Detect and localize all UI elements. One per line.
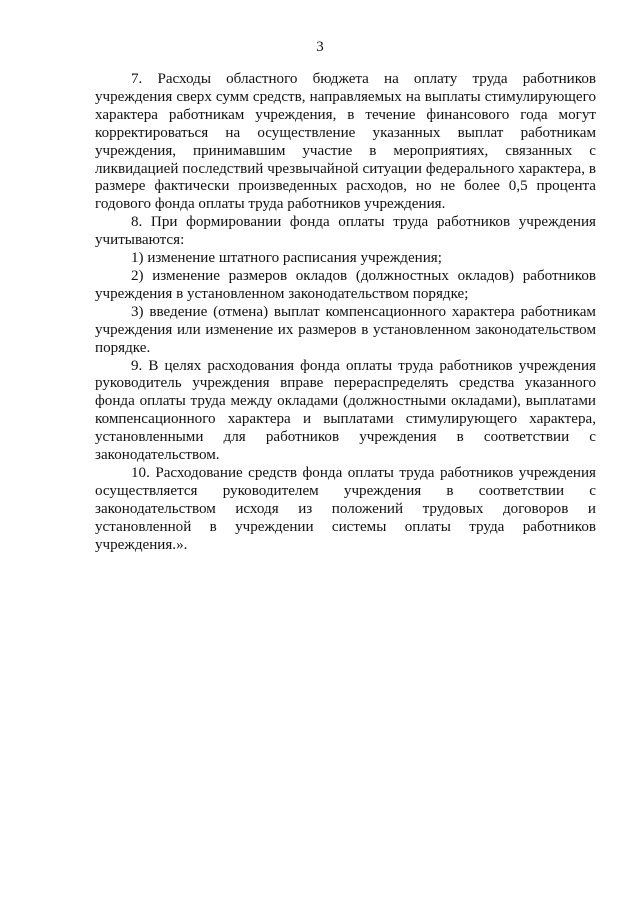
list-item-1: 1) изменение штатного расписания учреждения;	[131, 250, 442, 267]
paragraph-10: 10. Расходование средств фонда оплаты труда работников учреждения осуществляется руководителем учреждения в соответствии с законодательством исходя из положений трудовых договоров и установленной в учреждении системы оплаты труда работников учреждения.».	[95, 464, 596, 553]
document-body	[95, 71, 596, 554]
paragraph-7: 7. Расходы областного бюджета на оплату труда работников учреждения сверх сумм средств, направляемых на выплаты стимулирующего характера работникам учреждения, в течение финансового года могут корректироваться на осуществление указанных выплат работникам учреждения, принимавшим участие в мероприятиях, связанных с ликвидацией последствий чрезвычайной ситуации федерального характера, в размере фактически произведенных расходов, но не более 0,5 процента годового фонда оплаты труда работников учреждения.	[95, 71, 596, 213]
page-number: 3	[316, 39, 324, 55]
list-item-3: 3) введение (отмена) выплат компенсационного характера работникам учреждения или изменение их размеров в установленном законодательством порядке.	[95, 303, 596, 356]
paragraph-9: 9. В целях расходования фонда оплаты труда работников учреждения руководитель учреждения вправе перераспределять средства указанного фонда оплаты труда между окладами (должностными окладами), выплатами компенсационного характера и выплатами стимулирующего характера, установленными для работников учреждения в соответствии с законодательством.	[95, 357, 596, 464]
list-item-2: 2) изменение размеров окладов (должностных окладов) работников учреждения в установленном законодательством порядке;	[95, 267, 596, 302]
paragraph-8: 8. При формировании фонда оплаты труда работников учреждения учитываются:	[95, 214, 596, 249]
